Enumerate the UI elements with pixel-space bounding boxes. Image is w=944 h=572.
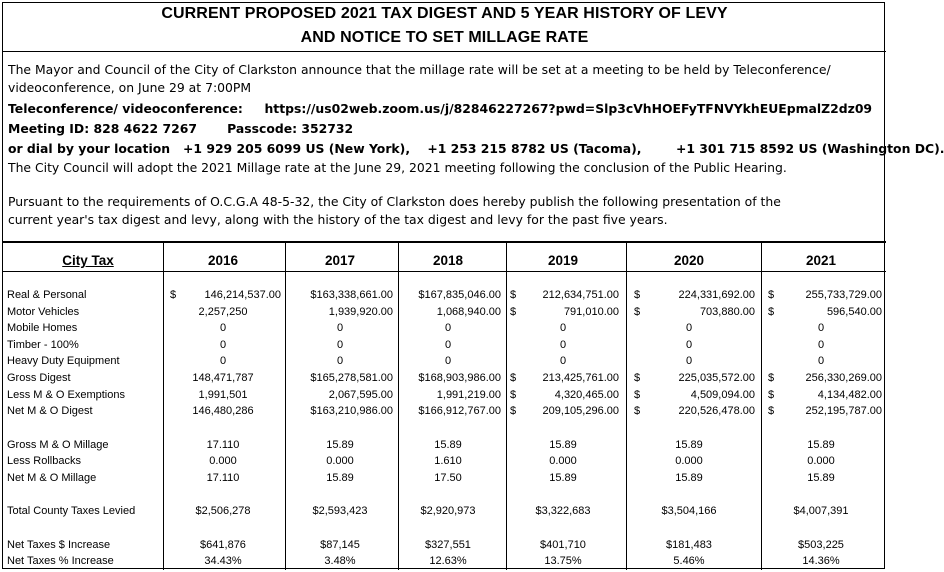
table-cell: $2,506,278	[195, 505, 251, 517]
zoom-link[interactable]: https://us02web.zoom.us/j/82846227267?pwd=Slp3cVhHOEFyTFNVYkhEUEpmalZ2dz09	[264, 101, 873, 116]
row-label: Total County Taxes Levied	[7, 505, 136, 517]
intro-line-2: videoconference, on June 29 at 7:00PM	[8, 80, 252, 95]
table-cell: 15.89	[807, 472, 835, 484]
dial-line	[8, 140, 944, 157]
table-cell: 1,991,219.00	[436, 389, 501, 401]
dollar-sign: $	[768, 405, 775, 417]
table-cell: 146,214,537.00	[204, 289, 281, 301]
intro-line-1: The Mayor and Council of the City of Clarkston announce that the millage rate will be set at a meeting to be held by Teleconference/	[8, 62, 831, 77]
table-cell: 0	[219, 322, 227, 334]
dollar-sign: $	[510, 405, 517, 417]
table-cell: 15.89	[675, 439, 703, 451]
row-label: Timber - 100%	[7, 339, 79, 351]
dial-label: or dial by your location	[8, 141, 171, 156]
phone-tacoma: +1 253 215 8782 US (Tacoma),	[427, 141, 642, 156]
table-cell: 15.89	[434, 439, 462, 451]
table-cell: 0	[219, 355, 227, 367]
table-cell: 0	[817, 355, 825, 367]
table-cell: 14.36%	[802, 555, 840, 567]
dollar-sign: $	[634, 389, 641, 401]
table-cell: $163,338,661.00	[310, 289, 393, 301]
table-cell: 1,939,920.00	[328, 306, 393, 318]
table-cell: 1,991,501	[198, 389, 248, 401]
table-cell: 13.75%	[544, 555, 582, 567]
passcode: Passcode: 352732	[227, 121, 354, 136]
table-cell: $2,920,973	[420, 505, 476, 517]
table-cell: 0	[817, 339, 825, 351]
table-cell: 4,134,482.00	[817, 389, 882, 401]
table-cell: $167,835,046.00	[418, 289, 501, 301]
table-cell: $503,225	[798, 539, 844, 551]
table-row	[3, 505, 886, 521]
table-cell: 2,257,250	[198, 306, 248, 318]
dollar-sign: $	[768, 372, 775, 384]
row-label: Less M & O Exemptions	[7, 389, 125, 401]
table-cell: 15.89	[549, 472, 577, 484]
dollar-sign: $	[510, 306, 517, 318]
table-row	[3, 306, 886, 322]
table-cell: 0	[685, 339, 693, 351]
table-cell: 146,480,286	[192, 405, 254, 417]
table-cell: 15.89	[326, 439, 354, 451]
phone-washington-dc: +1 301 715 8592 US (Washington DC).	[675, 141, 944, 156]
table-cell: 15.89	[675, 472, 703, 484]
table-cell: 791,010.00	[563, 306, 619, 318]
table-header-divider	[3, 271, 886, 272]
table-row	[3, 339, 886, 355]
table-cell: $3,504,166	[661, 505, 717, 517]
table-cell: 34.43%	[204, 555, 242, 567]
table-cell: 1,068,940.00	[436, 306, 501, 318]
table-cell: $641,876	[200, 539, 246, 551]
table-cell: $166,912,767.00	[418, 405, 501, 417]
table-cell: 17.110	[206, 439, 240, 451]
table-row	[3, 355, 886, 371]
table-cell: $401,710	[540, 539, 586, 551]
table-header-year: 2017	[324, 253, 356, 268]
table-cell: 0	[336, 339, 344, 351]
table-cell: 5.46%	[673, 555, 705, 567]
table-cell: 212,634,751.00	[542, 289, 619, 301]
table-cell: 15.89	[549, 439, 577, 451]
table-cell: 17.50	[434, 472, 462, 484]
table-cell: 4,509,094.00	[690, 389, 755, 401]
table-cell: 224,331,692.00	[678, 289, 755, 301]
row-label: Heavy Duty Equipment	[7, 355, 120, 367]
table-cell: 209,105,296.00	[542, 405, 619, 417]
row-label: Real & Personal	[7, 289, 87, 301]
table-cell: 0	[559, 355, 567, 367]
table-cell: 255,733,729.00	[805, 289, 882, 301]
dollar-sign: $	[768, 389, 775, 401]
meeting-id: Meeting ID: 828 4622 7267	[8, 121, 197, 136]
table-cell: 703,880.00	[699, 306, 755, 318]
table-cell: 0	[444, 322, 452, 334]
table-cell: $165,278,581.00	[310, 372, 393, 384]
table-cell: 213,425,761.00	[542, 372, 619, 384]
table-top-divider	[3, 241, 886, 243]
table-cell: $181,483	[666, 539, 712, 551]
table-cell: 0	[444, 339, 452, 351]
table-cell: 148,471,787	[192, 372, 254, 384]
zoom-label: Teleconference/ videoconference:	[8, 101, 243, 116]
table-cell: 0	[336, 322, 344, 334]
table-cell: 0	[685, 355, 693, 367]
table-row	[3, 372, 886, 388]
table-row	[3, 439, 886, 455]
table-cell: 0	[559, 322, 567, 334]
table-cell: 0.000	[326, 455, 354, 467]
table-cell: 256,330,269.00	[805, 372, 882, 384]
table-cell: 0	[219, 339, 227, 351]
dollar-sign: $	[510, 389, 517, 401]
table-row	[3, 405, 886, 421]
table-row	[3, 389, 886, 405]
pursuant-line-1: Pursuant to the requirements of O.C.G.A 48-5-32, the City of Clarkston does hereby publish the following presentation of the	[8, 194, 781, 209]
table-header-year: 2019	[547, 253, 579, 268]
table-row	[3, 289, 886, 305]
table-cell: 0	[336, 355, 344, 367]
dollar-sign: $	[634, 372, 641, 384]
document-title-line-2: AND NOTICE TO SET MILLAGE RATE	[300, 29, 589, 46]
row-label: Motor Vehicles	[7, 306, 80, 318]
dollar-sign: $	[634, 289, 641, 301]
row-label: Gross M & O Millage	[7, 439, 109, 451]
table-cell: $3,322,683	[535, 505, 591, 517]
adopt-line: The City Council will adopt the 2021 Millage rate at the June 29, 2021 meeting following the conclusion of the Public Hearing.	[8, 160, 787, 175]
table-cell: 0	[817, 322, 825, 334]
table-header-year: 2018	[432, 253, 464, 268]
row-label: Gross Digest	[7, 372, 71, 384]
notice-document	[2, 2, 944, 569]
table-cell: 1.610	[434, 455, 462, 467]
row-label: Less Rollbacks	[7, 455, 81, 467]
table-cell: 220,526,478.00	[678, 405, 755, 417]
table-cell: $163,210,986.00	[310, 405, 393, 417]
dollar-sign: $	[510, 372, 517, 384]
table-cell: 12.63%	[429, 555, 467, 567]
meeting-id-line	[8, 120, 883, 137]
zoom-line	[8, 100, 883, 117]
dollar-sign: $	[768, 289, 775, 301]
table-cell: 596,540.00	[826, 306, 882, 318]
row-label: Net M & O Digest	[7, 405, 93, 417]
table-cell: 2,067,595.00	[328, 389, 393, 401]
table-cell: 3.48%	[324, 555, 356, 567]
table-cell: 0.000	[807, 455, 835, 467]
table-cell: 225,035,572.00	[678, 372, 755, 384]
table-row	[3, 455, 886, 471]
table-cell: 15.89	[807, 439, 835, 451]
table-header-year: 2020	[673, 253, 705, 268]
dollar-sign: $	[634, 306, 641, 318]
document-title-line-1: CURRENT PROPOSED 2021 TAX DIGEST AND 5 YEAR HISTORY OF LEVY	[161, 5, 728, 22]
title-divider	[3, 51, 886, 52]
dollar-sign: $	[768, 306, 775, 318]
table-cell: 0	[559, 339, 567, 351]
row-label: Net Taxes % Increase	[7, 555, 114, 567]
table-row	[3, 555, 886, 571]
table-row	[3, 472, 886, 488]
pursuant-line-2: current year's tax digest and levy, along with the history of the tax digest and levy for the past five years.	[8, 212, 668, 227]
table-cell: $168,903,986.00	[418, 372, 501, 384]
table-row	[3, 539, 886, 555]
table-header-city-tax: City Tax	[62, 253, 114, 268]
table-cell: $87,145	[320, 539, 360, 551]
table-cell: 0.000	[549, 455, 577, 467]
table-cell: 15.89	[326, 472, 354, 484]
row-label: Mobile Homes	[7, 322, 78, 334]
dollar-sign: $	[634, 405, 641, 417]
table-cell: 0	[685, 322, 693, 334]
phone-new-york: +1 929 205 6099 US (New York),	[183, 141, 411, 156]
dollar-sign: $	[510, 289, 517, 301]
table-header-year: 2016	[207, 253, 239, 268]
row-label: Net M & O Millage	[7, 472, 97, 484]
row-label: Net Taxes $ Increase	[7, 539, 111, 551]
table-header-year: 2021	[805, 253, 837, 268]
table-cell: $2,593,423	[312, 505, 368, 517]
dollar-sign: $	[170, 289, 177, 301]
table-cell: $4,007,391	[793, 505, 849, 517]
table-cell: 252,195,787.00	[805, 405, 882, 417]
table-cell: $327,551	[425, 539, 471, 551]
table-cell: 0.000	[675, 455, 703, 467]
table-cell: 4,320,465.00	[554, 389, 619, 401]
table-cell: 0	[444, 355, 452, 367]
table-row	[3, 322, 886, 338]
table-cell: 0.000	[209, 455, 237, 467]
table-cell: 17.110	[206, 472, 240, 484]
